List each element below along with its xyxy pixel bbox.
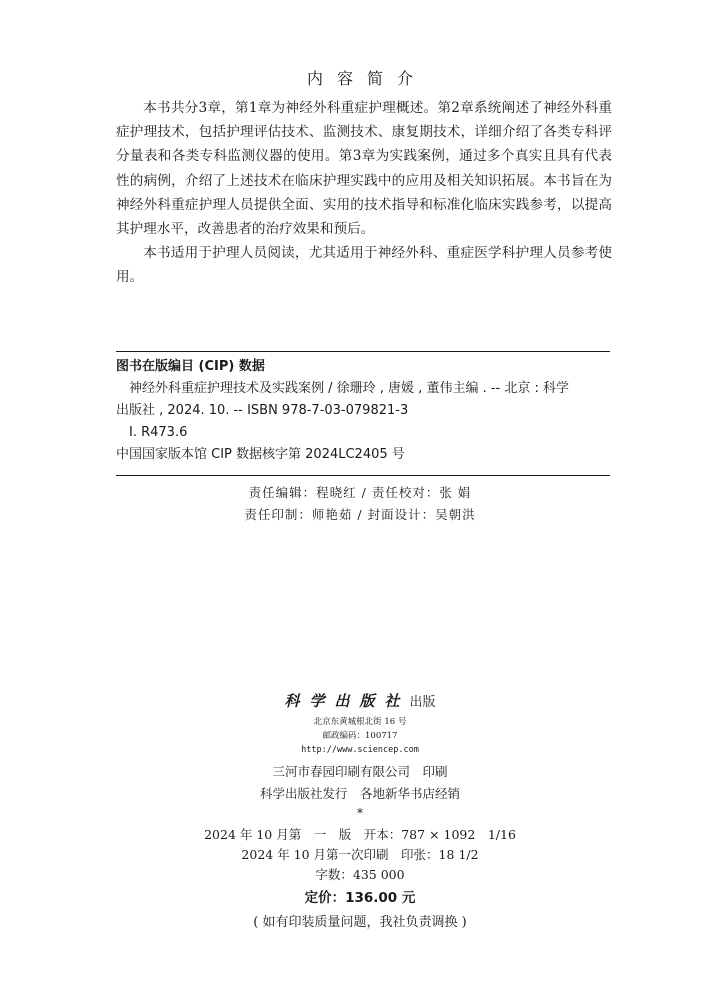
intro-section xyxy=(116,96,612,290)
publisher-website: http://www.sciencep.com xyxy=(301,745,419,755)
separator-star: * xyxy=(357,806,363,820)
cip-record-number: 中国国家版本馆 CIP 数据核字第 2024LC2405 号 xyxy=(116,447,405,462)
distribution-info: 科学出版社发行 各地新华书店经销 xyxy=(259,786,460,801)
editors-block xyxy=(0,482,720,526)
cip-line: 神经外科重症护理技术及实践案例 / 徐珊玲 , 唐媛 , 董伟主编 . -- 北京 : 科学 xyxy=(129,381,569,396)
cip-top-rule xyxy=(116,351,610,352)
intro-paragraph: 本书共分3章，第1章为神经外科重症护理概述。第2章系统阐述了神经外科重症护理技术，包括护理评估技术、监测技术、康复期技术，详细介绍了各类专科评分量表和各类专科监测仪器的使用。第3章为实践案例，通过多个真实且具有代表性的病例，介绍了上述技术在临床护理实践中的应用及相关知识拓展。本书旨在为神经外科重症护理人员提供全面、实用的技术指导和标准化临床实践参考，以提高其护理水平，改善患者的治疗效果和预后。 xyxy=(116,100,612,238)
price: 定价：136.00 元 xyxy=(304,890,416,906)
intro-paragraph: 本书适用于护理人员阅读，尤其适用于神经外科、重症医学科护理人员参考使用。 xyxy=(116,245,612,286)
publisher-line xyxy=(0,689,720,715)
cip-classification: Ⅰ. R473.6 xyxy=(129,425,188,440)
publisher-name: 科学出版社 xyxy=(284,692,410,710)
publisher-suffix: 出版 xyxy=(409,695,436,710)
editor-credits: 责任编辑：程晓红 / 责任校对：张 娟 xyxy=(248,485,472,500)
publisher-postcode: 邮政编码：100717 xyxy=(322,731,398,741)
cip-block xyxy=(116,356,610,466)
cip-heading: 图书在版编目 (CIP) 数据 xyxy=(116,359,265,374)
printing-credits: 责任印制：师艳茹 / 封面设计：吴朝洪 xyxy=(244,507,476,522)
printing-info: 2024 年 10 月第一次印刷 印张：18 1/2 xyxy=(241,847,479,862)
publisher-block xyxy=(0,689,720,935)
printer-info: 三河市春园印刷有限公司 印刷 xyxy=(272,764,448,779)
quality-note: ( 如有印装质量问题，我社负责调换 ) xyxy=(253,915,467,930)
publisher-address: 北京东黄城根北街 16 号 xyxy=(313,717,407,727)
edition-info: 2024 年 10 月第 一 版 开本：787 × 1092 1/16 xyxy=(204,827,516,842)
word-count: 字数：435 000 xyxy=(315,867,405,882)
page-title: 内容简介 xyxy=(306,69,427,88)
cip-line: 出版社 , 2024. 10. -- ISBN 978-7-03-079821-3 xyxy=(116,403,409,418)
cip-bottom-rule xyxy=(116,475,610,476)
